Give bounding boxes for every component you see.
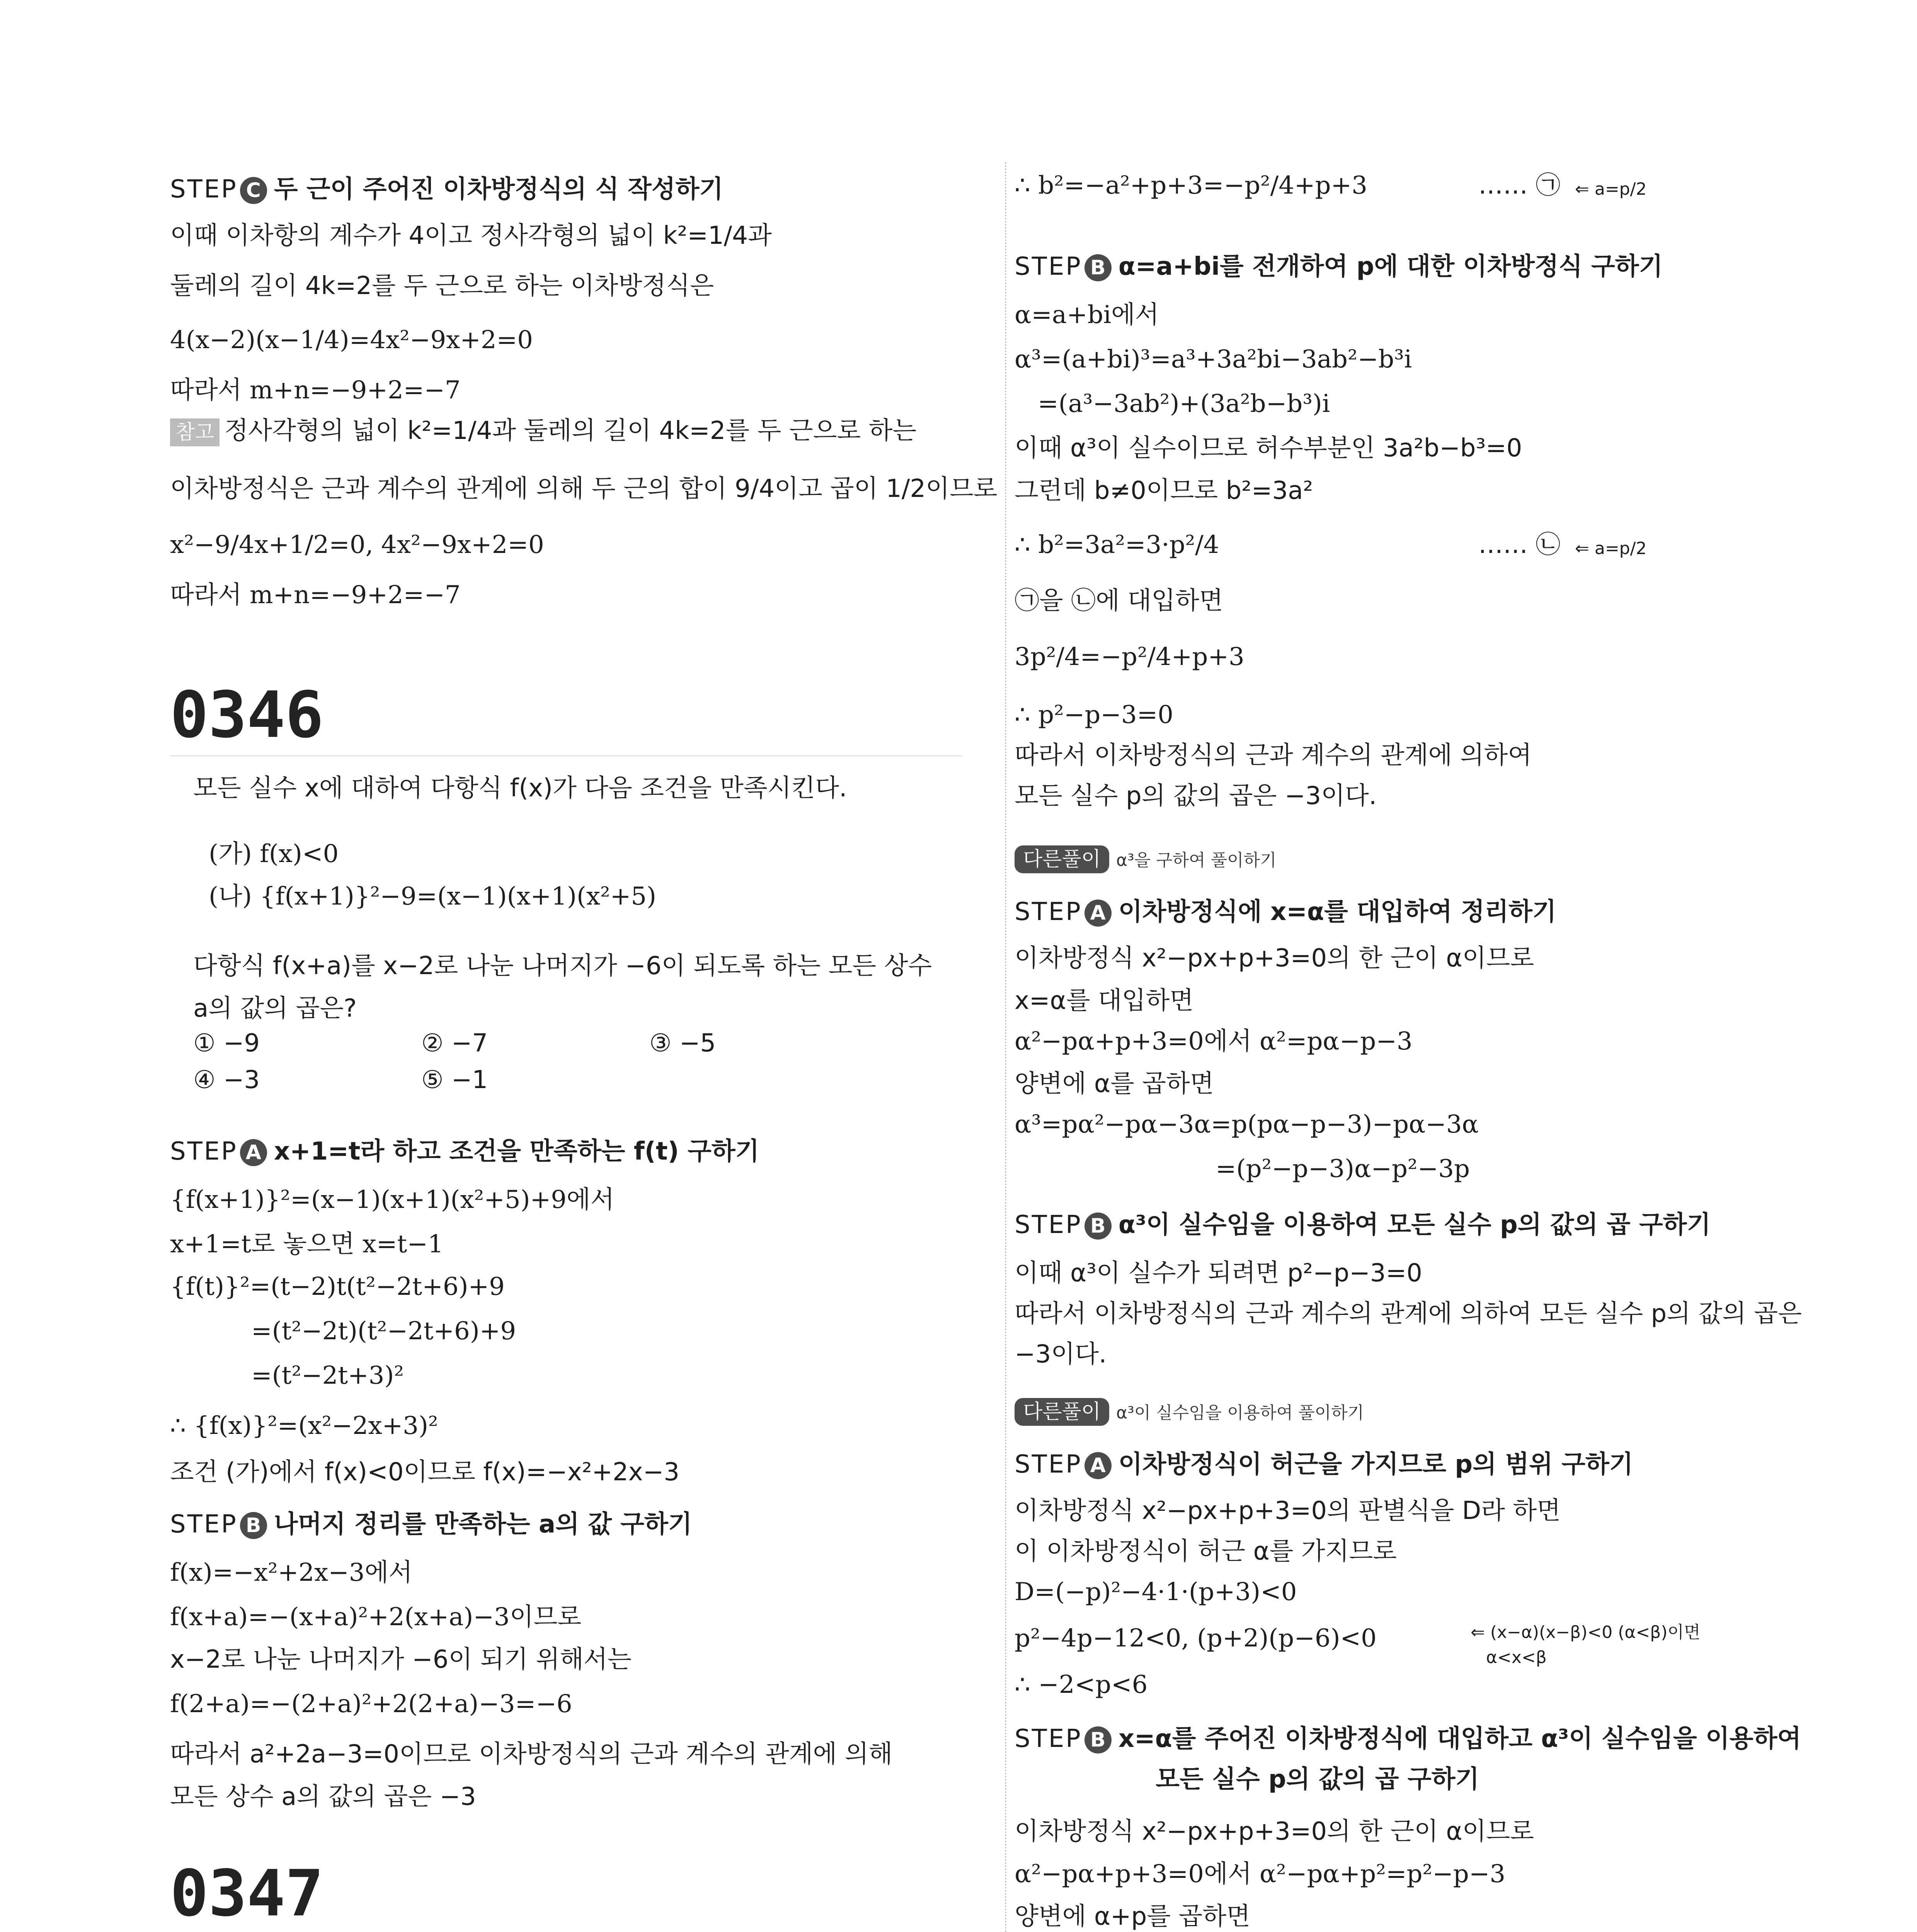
text-line: 양변에 α+p를 곱하면 (1015, 1902, 1250, 1931)
text-line: 둘레의 길이 4k=2를 두 근으로 하는 이차방정식은 (170, 272, 714, 300)
side-note: ⇐ a=p/2 (1575, 179, 1647, 199)
equation: x²−9/4x+1/2=0, 4x²−9x+2=0 (170, 531, 544, 559)
equation: =(t²−2t+3)² (251, 1361, 404, 1390)
alt-solution-badge: 다른풀이 (1015, 1398, 1109, 1426)
alt-solution-label: 다른풀이 α³이 실수임을 이용하여 풀이하기 (1015, 1391, 1364, 1432)
step-heading: STEP C 두 근이 주어진 이차방정식의 식 작성하기 (170, 175, 724, 204)
text-line: x=α를 대입하면 (1015, 986, 1194, 1015)
text-line: 양변에 α를 곱하면 (1015, 1070, 1214, 1098)
text-line: 이차방정식 x²−px+p+3=0의 한 근이 α이므로 (1015, 1817, 1534, 1846)
step-heading: STEP A 이차방정식이 허근을 가지므로 p의 범위 구하기 (1015, 1450, 1633, 1479)
equation: =(a³−3ab²)+(3a²b−b³)i (1038, 389, 1330, 418)
divider-line (170, 755, 962, 756)
text-line: 이때 α³이 실수가 되려면 p²−p−3=0 (1015, 1259, 1422, 1287)
equation: f(x)=−x²+2x−3에서 (170, 1558, 413, 1587)
note-tag: 참고 (170, 418, 220, 446)
step-heading: STEP B x=α를 주어진 이차방정식에 대입하고 α³이 실수임을 이용하여 (1015, 1725, 1801, 1753)
equation: {f(x+1)}²=(x−1)(x+1)(x²+5)+9에서 (170, 1185, 615, 1214)
text-line: −3이다. (1015, 1340, 1107, 1369)
equation: {f(t)}²=(t−2)t(t²−2t+6)+9 (170, 1272, 505, 1301)
choice-1: ① −9 (193, 1029, 260, 1058)
alt-solution-badge: 다른풀이 (1015, 845, 1109, 873)
text-line: 모든 상수 a의 값의 곱은 −3 (170, 1782, 476, 1811)
step-heading: STEP A 이차방정식에 x=α를 대입하여 정리하기 (1015, 898, 1556, 926)
equation-mark: …… ㉡ (1478, 531, 1561, 559)
alt-solution-label: 다른풀이 α³을 구하여 풀이하기 (1015, 838, 1277, 880)
choice-2: ② −7 (421, 1029, 488, 1058)
equation: ∴ p²−p−3=0 (1015, 701, 1173, 729)
equation: ∴ b²=3a²=3·p²/4 (1015, 531, 1219, 559)
equation: f(2+a)=−(2+a)²+2(2+a)−3=−6 (170, 1690, 572, 1718)
side-note: α<x<β (1486, 1648, 1547, 1667)
question-text: 다항식 f(x+a)를 x−2로 나눈 나머지가 −6이 되도록 하는 모든 상수 (193, 952, 932, 980)
step-heading: STEP B α=a+bi를 전개하여 p에 대한 이차방정식 구하기 (1015, 252, 1663, 281)
problem-number-0346: 0346 (170, 678, 324, 752)
choice-3: ③ −5 (649, 1029, 716, 1058)
equation: 따라서 m+n=−9+2=−7 (170, 376, 461, 405)
question-text: a의 값의 곱은? (193, 994, 357, 1023)
text-line: 이차방정식 x²−px+p+3=0의 한 근이 α이므로 (1015, 944, 1534, 973)
equation: =(t²−2t)(t²−2t+6)+9 (251, 1317, 516, 1345)
step-heading: STEP B 나머지 정리를 만족하는 a의 값 구하기 (170, 1510, 692, 1539)
note-line: 참고 정사각형의 넓이 k²=1/4과 둘레의 길이 4k=2를 두 근으로 하는 (170, 412, 916, 450)
side-note: ⇐ (x−α)(x−β)<0 (α<β)이면 (1471, 1622, 1701, 1642)
text-line: 이때 이차항의 계수가 4이고 정사각형의 넓이 k²=1/4과 (170, 221, 772, 250)
step-heading: STEP A x+1=t라 하고 조건을 만족하는 f(t) 구하기 (170, 1137, 759, 1166)
text-line: 모든 실수 p의 값의 곱은 −3이다. (1015, 782, 1377, 810)
equation: 4(x−2)(x−1/4)=4x²−9x+2=0 (170, 326, 533, 354)
equation: 3p²/4=−p²/4+p+3 (1015, 643, 1245, 671)
equation: x+1=t로 놓으면 x=t−1 (170, 1230, 444, 1259)
equation-mark: …… ㉠ (1478, 171, 1561, 200)
condition-a: (가) f(x)<0 (209, 840, 339, 868)
text-line: 이차방정식 x²−px+p+3=0의 판별식을 D라 하면 (1015, 1497, 1561, 1525)
text-line: 따라서 이차방정식의 근과 계수의 관계에 의하여 (1015, 741, 1532, 770)
side-note: ⇐ a=p/2 (1575, 539, 1647, 558)
equation: 따라서 m+n=−9+2=−7 (170, 581, 461, 609)
condition-b: (나) {f(x+1)}²−9=(x−1)(x+1)(x²+5) (209, 882, 657, 911)
text-line: 이차방정식은 근과 계수의 관계에 의해 두 근의 합이 9/4이고 곱이 1/2이므로 (170, 474, 998, 503)
text-line: 따라서 a²+2a−3=0이므로 이차방정식의 근과 계수의 관계에 의해 (170, 1740, 893, 1769)
equation: f(x+a)=−(x+a)²+2(x+a)−3이므로 (170, 1603, 582, 1631)
text-line: 따라서 이차방정식의 근과 계수의 관계에 의하여 모든 실수 p의 값의 곱은 (1015, 1299, 1802, 1328)
problem-number-0347: 0347 (170, 1856, 324, 1930)
equation: ∴ b²=−a²+p+3=−p²/4+p+3 (1015, 171, 1367, 200)
equation: p²−4p−12<0, (p+2)(p−6)<0 (1015, 1624, 1377, 1653)
text-line: 그런데 b≠0이므로 b²=3a² (1015, 476, 1313, 505)
equation: α³=(a+bi)³=a³+3a²bi−3ab²−b³i (1015, 345, 1412, 374)
text-line: x−2로 나눈 나머지가 −6이 되기 위해서는 (170, 1645, 632, 1674)
equation: α²−pα+p+3=0에서 α²=pα−p−3 (1015, 1027, 1413, 1056)
column-divider (1005, 162, 1006, 1932)
text-line: 이때 α³이 실수이므로 허수부분인 3a²b−b³=0 (1015, 434, 1522, 463)
equation: D=(−p)²−4·1·(p+3)<0 (1015, 1578, 1297, 1606)
equation: =(p²−p−3)α−p²−3p (1216, 1155, 1470, 1183)
question-text: 모든 실수 x에 대하여 다항식 f(x)가 다음 조건을 만족시킨다. (193, 774, 847, 803)
text-line: ㉠을 ㉡에 대입하면 (1015, 587, 1223, 615)
text-line: 이 이차방정식이 허근 α를 가지므로 (1015, 1537, 1397, 1566)
step-heading: STEP B α³이 실수임을 이용하여 모든 실수 p의 값의 곱 구하기 (1015, 1211, 1711, 1239)
choice-4: ④ −3 (193, 1066, 260, 1094)
choice-5: ⑤ −1 (421, 1066, 488, 1094)
equation: α=a+bi에서 (1015, 301, 1159, 329)
equation: ∴ {f(x)}²=(x²−2x+3)² (170, 1412, 438, 1440)
text-line: 조건 (가)에서 f(x)<0이므로 f(x)=−x²+2x−3 (170, 1458, 679, 1486)
equation: ∴ −2<p<6 (1015, 1670, 1148, 1699)
step-heading-continued: 모든 실수 p의 값의 곱 구하기 (1156, 1765, 1479, 1794)
equation: α³=pα²−pα−3α=p(pα−p−3)−pα−3α (1015, 1110, 1479, 1139)
equation: α²−pα+p+3=0에서 α²−pα+p²=p²−p−3 (1015, 1860, 1506, 1888)
